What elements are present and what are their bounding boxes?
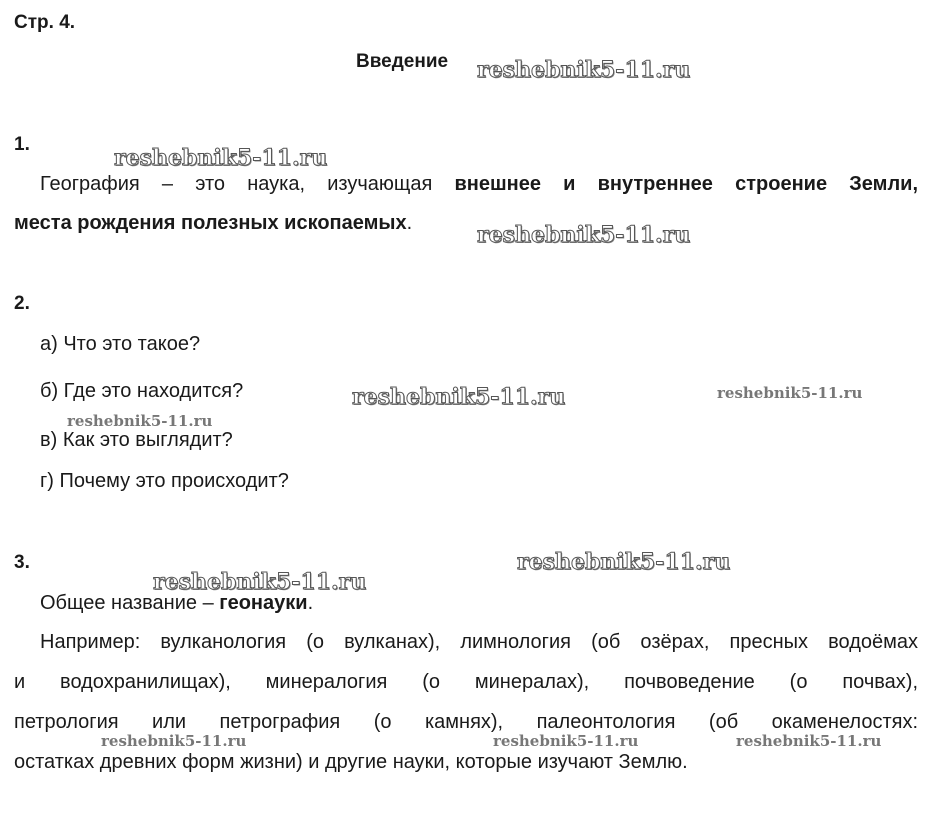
section-1-text-bold-2: места рождения полезных ископаемых <box>14 212 407 234</box>
section-1-number: 1. <box>14 134 30 155</box>
section-1-text-bold: внешнее и внутреннее строение Земли, <box>454 173 918 195</box>
example-line-3: петрология или петрография (о камнях), палеонтология (об окаменелостях: <box>14 711 918 733</box>
watermark: reshebnik5-11.ru <box>67 412 213 430</box>
page-title: Введение <box>356 51 449 72</box>
section-3-text-plain: Общее название – <box>40 592 220 614</box>
watermark: reshebnik5-11.ru <box>477 222 691 248</box>
section-1-text-end: . <box>406 212 413 234</box>
question-b: б) Где это находится? <box>40 380 244 402</box>
watermark: reshebnik5-11.ru <box>493 732 639 750</box>
section-3-number: 3. <box>14 552 30 573</box>
section-3-text-bold: геонауки <box>219 592 308 614</box>
question-g: г) Почему это происходит? <box>40 470 289 492</box>
section-3-text-end: . <box>307 592 314 614</box>
watermark: reshebnik5-11.ru <box>114 145 328 171</box>
example-line-4: остатках древних форм жизни) и другие науки, которые изучают Землю. <box>14 751 688 773</box>
page-label: Стр. 4. <box>14 12 76 33</box>
watermark: reshebnik5-11.ru <box>717 384 863 402</box>
section-3-line-1 <box>40 592 313 614</box>
example-line-2: и водохранилищах), минералогия (о минералах), почвоведение (о почвах), <box>14 671 918 693</box>
question-a: а) Что это такое? <box>40 333 201 355</box>
question-v: в) Как это выглядит? <box>40 429 233 451</box>
watermark: reshebnik5-11.ru <box>101 732 247 750</box>
watermark: reshebnik5-11.ru <box>352 384 566 410</box>
section-1-text-plain: География – это наука, изучающая <box>40 173 455 195</box>
section-1-line-1 <box>40 173 918 195</box>
watermark: reshebnik5-11.ru <box>153 569 367 595</box>
section-1-line-2 <box>14 212 412 234</box>
section-2-number: 2. <box>14 293 30 314</box>
example-line-1: Например: вулканология (о вулканах), лимнология (об озёрах, пресных водоёмах <box>40 631 918 653</box>
watermark: reshebnik5-11.ru <box>477 57 691 83</box>
watermark: reshebnik5-11.ru <box>736 732 882 750</box>
watermark: reshebnik5-11.ru <box>517 549 731 575</box>
